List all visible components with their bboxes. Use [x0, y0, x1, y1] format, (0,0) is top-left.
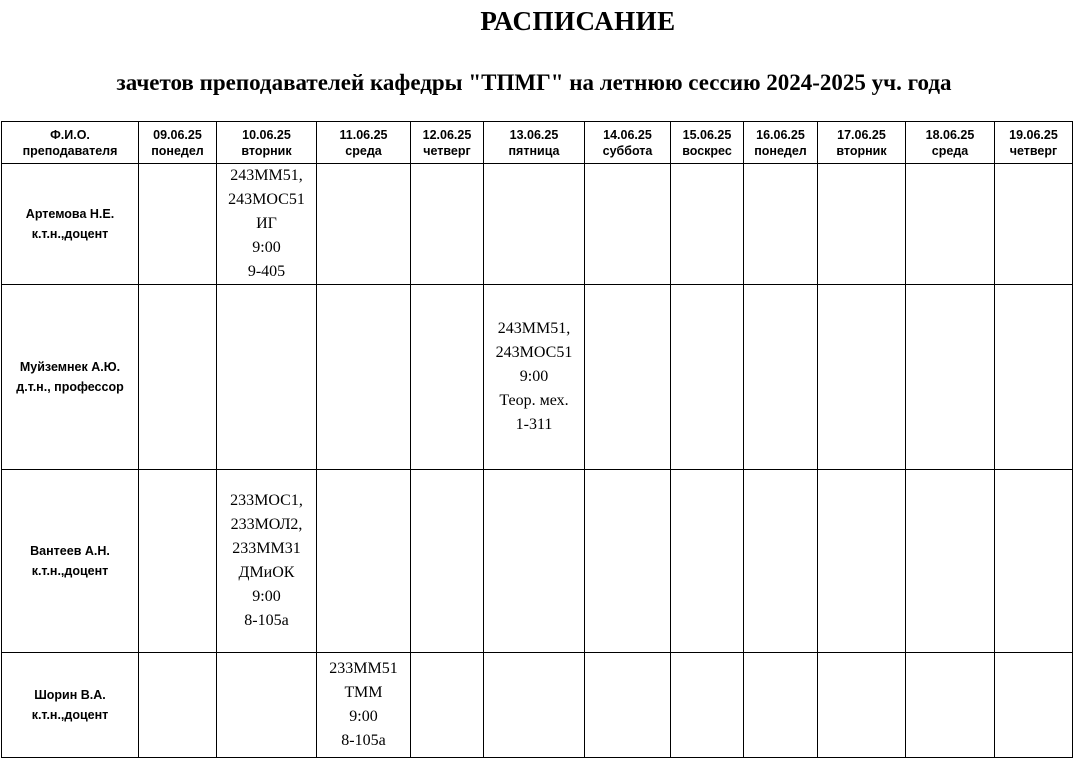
exam-cell: [484, 285, 585, 470]
exam-line: 233ММ51: [329, 660, 398, 677]
teacher-row: [2, 470, 1073, 653]
exam-line: 243МОС51: [495, 344, 573, 361]
header-weekday: среда: [345, 143, 382, 158]
header-name-line1: Ф.И.О.: [50, 127, 90, 142]
empty-cell: [744, 470, 818, 653]
header-date: 09.06.25: [153, 127, 202, 142]
exam-line: 243МОС51: [228, 191, 305, 208]
header-weekday: вторник: [241, 143, 292, 158]
header-day-cell: [995, 122, 1073, 164]
empty-cell: [995, 470, 1073, 653]
empty-cell: [411, 653, 484, 758]
header-weekday: понедел: [151, 143, 204, 158]
exam-line: 243ММ51,: [497, 320, 571, 337]
schedule-body: [2, 164, 1073, 758]
empty-cell: [995, 164, 1073, 285]
empty-cell: [217, 653, 317, 758]
exam-line: ИГ: [256, 215, 277, 232]
empty-cell: [317, 470, 411, 653]
empty-cell: [139, 470, 217, 653]
teacher-name: Вантеев А.Н.: [30, 544, 110, 558]
header-weekday: четверг: [1009, 143, 1058, 158]
teacher-name: Шорин В.А.: [34, 688, 106, 702]
document-title: РАСПИСАНИЕ: [480, 6, 676, 36]
empty-cell: [139, 285, 217, 470]
header-day-cell: [139, 122, 217, 164]
header-date: 15.06.25: [682, 127, 732, 142]
empty-cell: [484, 470, 585, 653]
header-date: 13.06.25: [509, 127, 559, 142]
empty-cell: [585, 164, 671, 285]
exam-line: Теор. мех.: [499, 392, 569, 409]
empty-cell: [411, 164, 484, 285]
header-date: 14.06.25: [603, 127, 652, 142]
empty-cell: [818, 164, 906, 285]
empty-cell: [906, 164, 995, 285]
teacher-name: Артемова Н.Е.: [25, 207, 115, 221]
header-weekday: понедел: [754, 143, 807, 158]
exam-cell: [217, 470, 317, 653]
empty-cell: [818, 470, 906, 653]
exam-line: 233МОС1,: [230, 492, 303, 509]
teacher-name-cell: [2, 653, 139, 758]
exam-line: ДМиОК: [238, 564, 295, 581]
empty-cell: [484, 164, 585, 285]
empty-cell: [671, 470, 744, 653]
header-name-cell: [2, 122, 139, 164]
empty-cell: [217, 285, 317, 470]
empty-cell: [139, 164, 217, 285]
header-date: 10.06.25: [242, 127, 291, 142]
header-day-cell: [484, 122, 585, 164]
header-weekday: пятница: [508, 143, 560, 158]
empty-cell: [671, 653, 744, 758]
header-day-cell: [217, 122, 317, 164]
header-date: 19.06.25: [1009, 127, 1058, 142]
exam-line: 9:00: [252, 239, 281, 256]
empty-cell: [585, 470, 671, 653]
exam-line: 243ММ51,: [230, 167, 303, 184]
header-weekday: вторник: [836, 143, 887, 158]
exam-line: 8-105а: [341, 732, 386, 749]
header-day-cell: [906, 122, 995, 164]
empty-cell: [411, 285, 484, 470]
empty-cell: [139, 653, 217, 758]
empty-cell: [585, 653, 671, 758]
exam-cell: [317, 653, 411, 758]
header-weekday: суббота: [602, 143, 653, 158]
header-date: 17.06.25: [837, 127, 886, 142]
empty-cell: [744, 285, 818, 470]
exam-line: 9:00: [519, 368, 549, 385]
exam-line: 9:00: [349, 708, 378, 725]
exam-line: 9-405: [247, 263, 286, 280]
header-day-cell: [585, 122, 671, 164]
header-date: 16.06.25: [756, 127, 805, 142]
empty-cell: [317, 164, 411, 285]
teacher-position: д.т.н., профессор: [16, 380, 124, 394]
empty-cell: [995, 285, 1073, 470]
empty-cell: [818, 285, 906, 470]
teacher-position: к.т.н.,доцент: [31, 227, 109, 241]
exam-line: 9:00: [252, 588, 281, 605]
header-day-cell: [671, 122, 744, 164]
teacher-position: к.т.н.,доцент: [31, 708, 109, 722]
empty-cell: [671, 285, 744, 470]
teacher-name-cell: [2, 470, 139, 653]
teacher-row: [2, 285, 1073, 470]
empty-cell: [411, 470, 484, 653]
empty-cell: [995, 653, 1073, 758]
empty-cell: [906, 653, 995, 758]
teacher-name-cell: [2, 164, 139, 285]
exam-line: ТММ: [344, 684, 383, 701]
exam-line: 233ММ31: [232, 540, 301, 557]
header-day-cell: [818, 122, 906, 164]
header-date: 18.06.25: [925, 127, 975, 142]
empty-cell: [671, 164, 744, 285]
empty-cell: [818, 653, 906, 758]
empty-cell: [585, 285, 671, 470]
header-day-cell: [744, 122, 818, 164]
header-date: 12.06.25: [422, 127, 472, 142]
header-date: 11.06.25: [339, 127, 388, 142]
header-name-line2: преподавателя: [22, 143, 118, 158]
header-row: [2, 122, 1073, 164]
empty-cell: [906, 470, 995, 653]
document-subtitle: зачетов преподавателей кафедры "ТПМГ" на летнюю сессию 2024-2025 уч. года: [116, 70, 952, 95]
header-weekday: четверг: [423, 143, 471, 158]
empty-cell: [906, 285, 995, 470]
header-weekday: среда: [931, 143, 969, 158]
teacher-name: Муйземнек А.Ю.: [19, 360, 121, 374]
teacher-position: к.т.н.,доцент: [31, 564, 109, 578]
empty-cell: [484, 653, 585, 758]
exam-line: 233МОЛ2,: [230, 516, 303, 533]
schedule-table: [1, 121, 1073, 758]
exam-line: 1-311: [515, 416, 553, 433]
teacher-name-cell: [2, 285, 139, 470]
exam-line: 8-105а: [244, 612, 289, 629]
header-day-cell: [317, 122, 411, 164]
empty-cell: [317, 285, 411, 470]
empty-cell: [744, 164, 818, 285]
header-weekday: воскрес: [682, 143, 732, 158]
header-day-cell: [411, 122, 484, 164]
exam-cell: [217, 164, 317, 285]
teacher-row: [2, 653, 1073, 758]
empty-cell: [744, 653, 818, 758]
teacher-row: [2, 164, 1073, 285]
